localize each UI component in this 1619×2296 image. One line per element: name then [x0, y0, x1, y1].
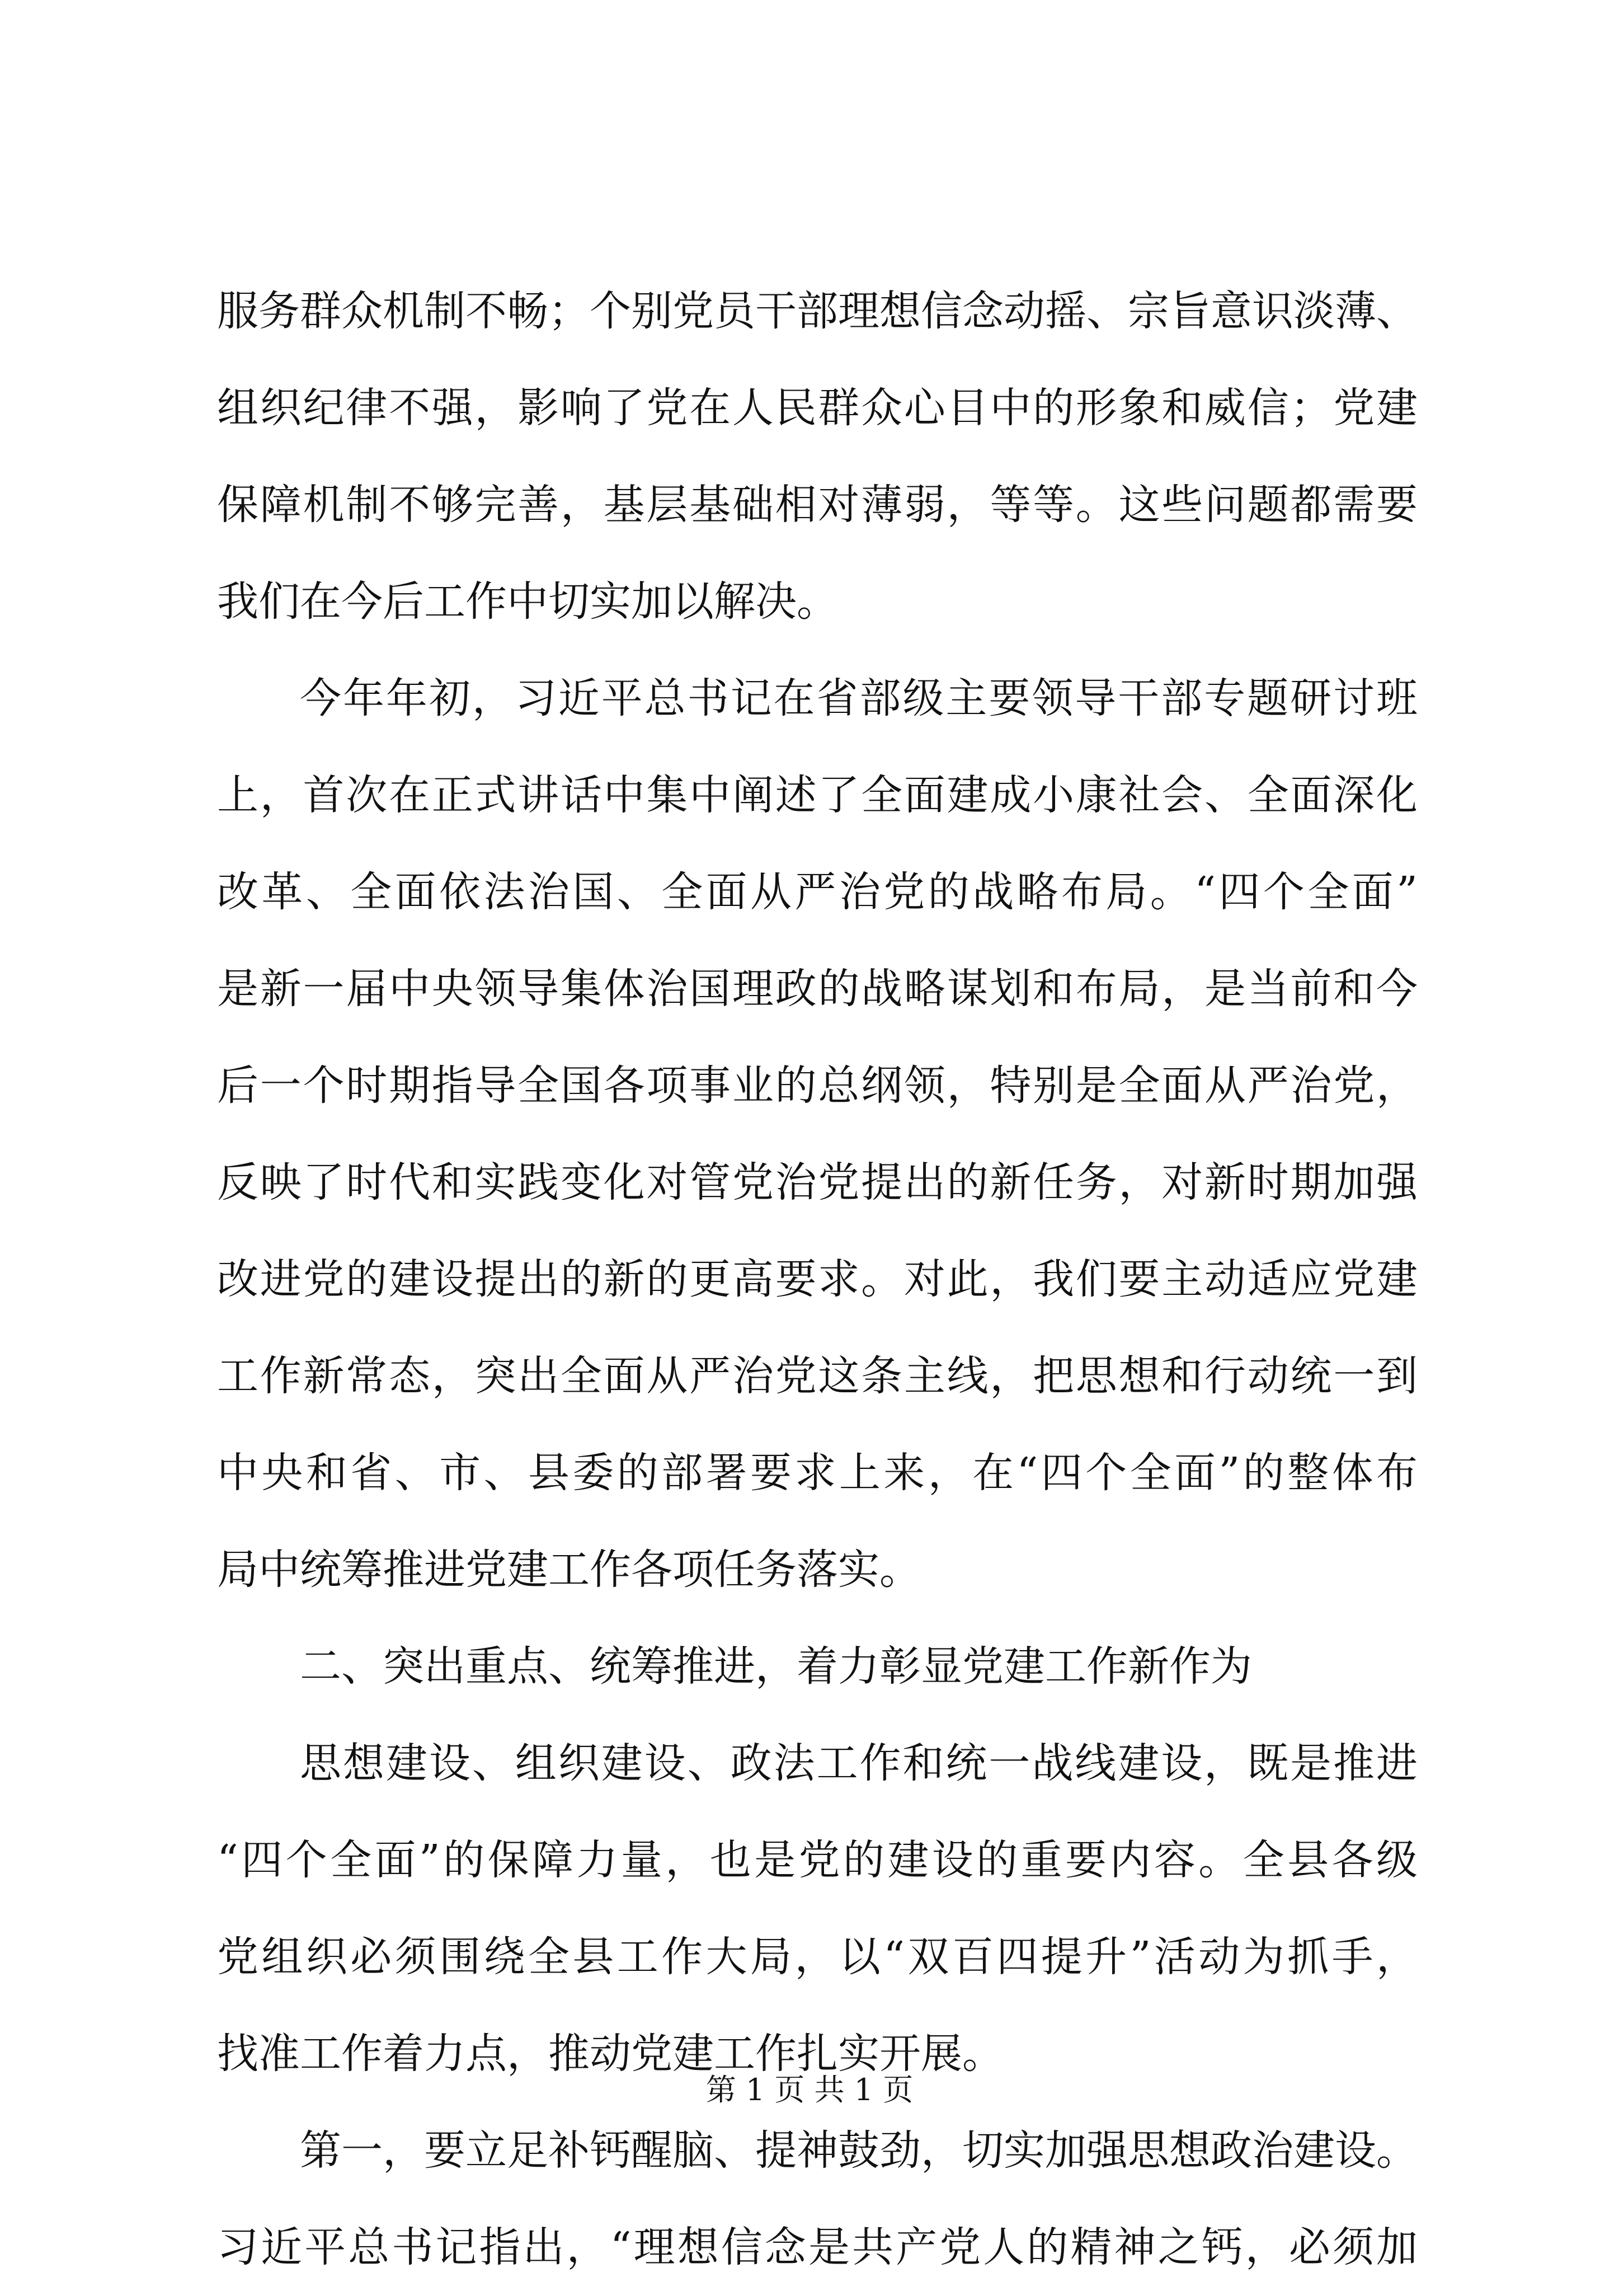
body-line: 第一，要立足补钙醒脑、提神鼓劲，切实加强思想政治建设。 [300, 2126, 1418, 2175]
body-line: 思想建设、组织建设、政法工作和统一战线建设，既是推进 [300, 1739, 1418, 1787]
body-line: 反映了时代和实践变化对管党治党提出的新任务，对新时期加强 [217, 1158, 1418, 1206]
body-line: 上，首次在正式讲话中集中阐述了全面建成小康社会、全面深化 [217, 771, 1418, 819]
body-line: 后一个时期指导全国各项事业的总纲领，特别是全面从严治党， [217, 1062, 1418, 1110]
body-line: 今年年初，习近平总书记在省部级主要领导干部专题研讨班 [300, 674, 1418, 722]
body-line: 改革、全面依法治国、全面从严治党的战略布局。“四个全面” [217, 868, 1418, 916]
body-line: 工作新常态，突出全面从严治党这条主线，把思想和行动统一到 [217, 1352, 1418, 1400]
body-line: 中央和省、市、县委的部署要求上来，在“四个全面”的整体布 [217, 1449, 1418, 1497]
body-line: “四个全面”的保障力量，也是党的建设的重要内容。全县各级 [217, 1836, 1418, 1884]
body-line: 改进党的建设提出的新的更高要求。对此，我们要主动适应党建 [217, 1255, 1418, 1303]
body-line: 是新一届中央领导集体治国理政的战略谋划和布局，是当前和今 [217, 965, 1418, 1013]
body-line: 我们在今后工作中切实加以解决。 [217, 577, 838, 626]
body-line: 保障机制不够完善，基层基础相对薄弱，等等。这些问题都需要 [217, 481, 1418, 529]
document-body [217, 263, 1418, 2296]
body-line: 局中统筹推进党建工作各项任务落实。 [217, 1546, 921, 1594]
body-line: 党组织必须围绕全县工作大局，以“双百四提升”活动为抓手， [217, 1933, 1418, 1981]
body-line: 组织纪律不强，影响了党在人民群众心目中的形象和威信；党建 [217, 384, 1418, 432]
body-line: 服务群众机制不畅；个别党员干部理想信念动摇、宗旨意识淡薄、 [217, 287, 1418, 335]
page-number-footer: 第 1 页 共 1 页 [705, 2072, 914, 2107]
body-line: 习近平总书记指出，“理想信念是共产党人的精神之钙，必须加 [217, 2223, 1418, 2271]
section-heading: 二、突出重点、统筹推进，着力彰显党建工作新作为 [300, 1642, 1252, 1691]
body-line: 找准工作着力点，推动党建工作扎实开展。 [217, 2030, 1004, 2078]
